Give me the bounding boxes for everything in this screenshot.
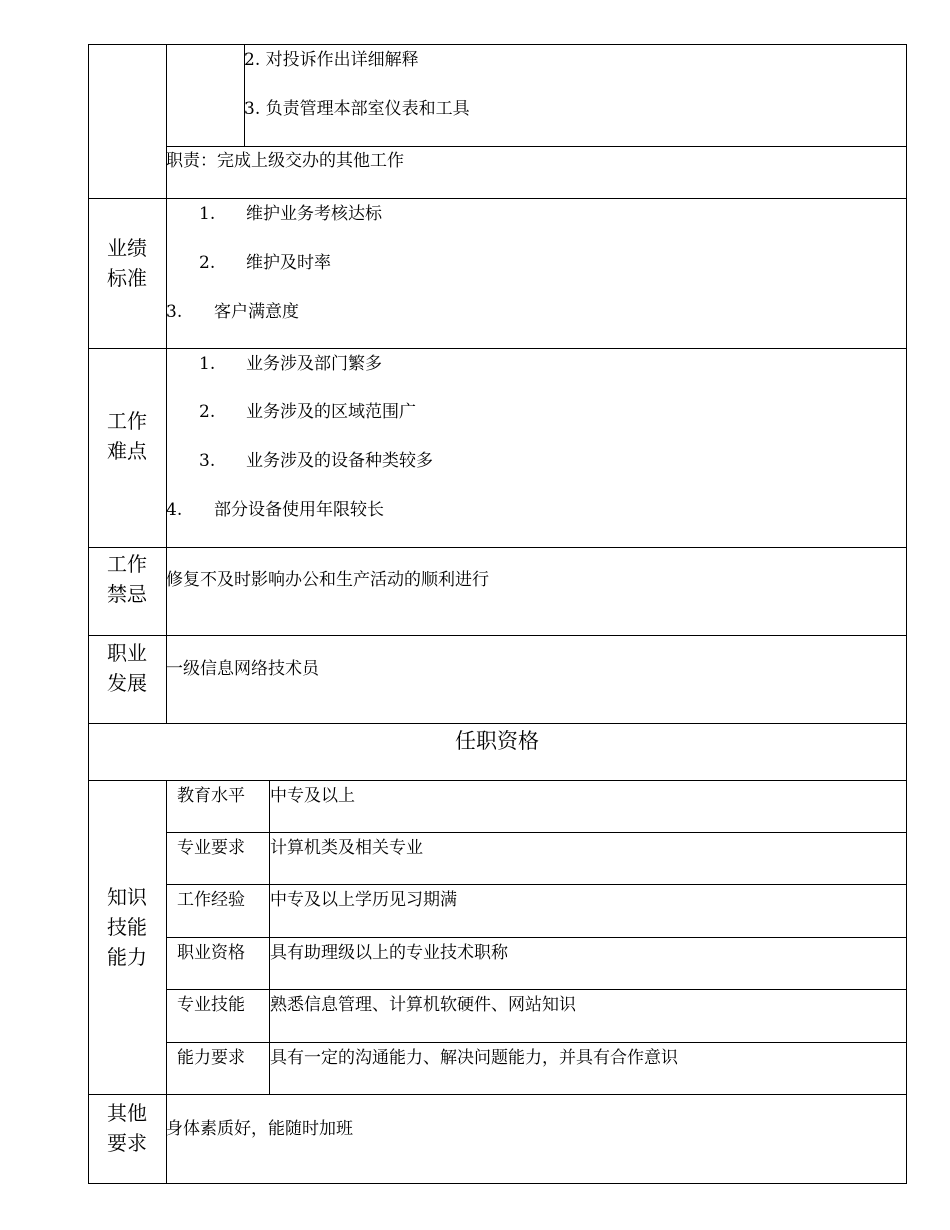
qualification-label: 知识 技能 能力 bbox=[107, 885, 147, 969]
table-border-bottom bbox=[88, 1183, 907, 1184]
performance-item-text: 客户满意度 bbox=[214, 302, 299, 322]
section-divider bbox=[88, 198, 907, 199]
section-divider bbox=[88, 723, 907, 724]
section-divider bbox=[88, 780, 907, 781]
qual-value: 具有一定的沟通能力、解决问题能力，并具有合作意识 bbox=[270, 1048, 678, 1068]
difficulty-item: 4. bbox=[166, 500, 183, 520]
qual-value: 熟悉信息管理、计算机软硬件、网站知识 bbox=[270, 995, 576, 1015]
qual-row-divider bbox=[166, 1042, 907, 1043]
qual-value: 具有助理级以上的专业技术职称 bbox=[270, 943, 508, 963]
qual-value: 中专及以上学历见习期满 bbox=[270, 890, 457, 910]
qual-key: 工作经验 bbox=[177, 890, 245, 910]
top-item: 2. 对投诉作出详细解释 bbox=[244, 50, 419, 70]
difficulty-item-text: 业务涉及的设备种类较多 bbox=[246, 451, 433, 471]
difficulty-item-text: 业务涉及的区域范围广 bbox=[246, 402, 416, 422]
performance-item: 3. bbox=[166, 302, 183, 322]
performance-item: 1. bbox=[199, 204, 216, 224]
qual-key: 能力要求 bbox=[177, 1048, 245, 1068]
table-border-top bbox=[88, 44, 907, 45]
qual-key: 职业资格 bbox=[177, 943, 245, 963]
qual-key: 教育水平 bbox=[177, 786, 245, 806]
qual-row-divider bbox=[166, 989, 907, 990]
qual-row-divider bbox=[166, 832, 907, 833]
performance-item: 2. bbox=[199, 253, 216, 273]
table-border-left bbox=[88, 44, 89, 1184]
duty-text: 职责：完成上级交办的其他工作 bbox=[166, 151, 404, 171]
qual-value: 计算机类及相关专业 bbox=[270, 838, 423, 858]
qual-row-divider bbox=[166, 937, 907, 938]
taboo-label: 工作 禁忌 bbox=[107, 552, 147, 606]
other-text: 身体素质好，能随时加班 bbox=[166, 1119, 353, 1139]
top-inner-hline bbox=[166, 146, 907, 147]
difficulty-item: 1. bbox=[199, 354, 216, 374]
section-divider bbox=[88, 1094, 907, 1095]
performance-label: 业绩 标准 bbox=[107, 236, 147, 290]
difficulty-item: 2. bbox=[199, 402, 216, 422]
difficulty-label: 工作 难点 bbox=[107, 409, 147, 463]
difficulty-item-text: 业务涉及部门繁多 bbox=[246, 354, 382, 374]
performance-item-text: 维护业务考核达标 bbox=[246, 204, 382, 224]
difficulty-item: 3. bbox=[199, 451, 216, 471]
other-label: 其他 要求 bbox=[107, 1101, 147, 1155]
career-label: 职业 发展 bbox=[107, 641, 147, 695]
qual-key: 专业技能 bbox=[177, 995, 245, 1015]
taboo-text: 修复不及时影响办公和生产活动的顺利进行 bbox=[166, 570, 489, 590]
section-divider bbox=[88, 635, 907, 636]
table-border-right bbox=[906, 44, 907, 1184]
qual-value: 中专及以上 bbox=[270, 786, 355, 806]
difficulty-item-text: 部分设备使用年限较长 bbox=[214, 500, 384, 520]
qual-key: 专业要求 bbox=[177, 838, 245, 858]
top-item: 3. 负责管理本部室仪表和工具 bbox=[244, 99, 470, 119]
career-text: 一级信息网络技术员 bbox=[166, 659, 319, 679]
performance-item-text: 维护及时率 bbox=[246, 253, 331, 273]
qual-row-divider bbox=[166, 884, 907, 885]
section-divider bbox=[88, 348, 907, 349]
qualification-title: 任职资格 bbox=[455, 729, 539, 753]
section-divider bbox=[88, 547, 907, 548]
